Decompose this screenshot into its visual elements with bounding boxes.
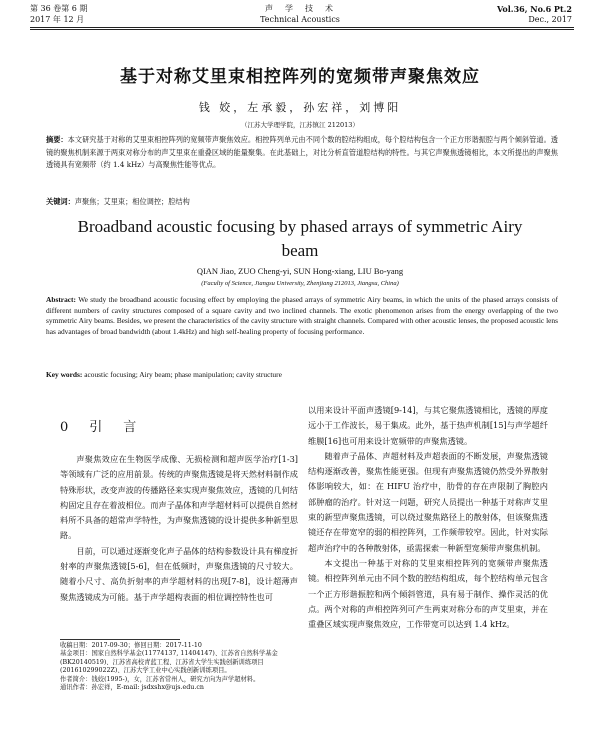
header-volume-en: Vol.36, No.6 Pt.2 [496,4,572,14]
en-keywords-label: Key words: [46,370,83,379]
section-heading: 0 引 言 [60,420,141,435]
cn-keywords-label: 关键词： [46,197,75,206]
en-keywords [46,370,558,380]
paragraph: 目前，可以通过逐渐变化声子晶体的结构参数设计具有梯度折射率的声聚焦透镜[5-6]，但在低频时，声聚焦透镜的尺寸较大。随着小尺寸、高负折射率的声学超材料的出现[7-8]，设计超薄声聚焦透镜成为可能。基于声学超构表面的相位调控特性也可 [60,545,298,602]
paragraph: 以用来设计平面声透镜[9-14]，与其它聚焦透镜相比，透镜的厚度远小于工作波长，易于集成。此外，基于热声机制[15]与声学超纤维膜[16]也可用来设计宽频带的声聚焦透镜。 [308,405,548,446]
header-journal-en: Technical Acoustics [260,15,340,24]
footnote-author: 作者简介：钱姣(1995-)，女，江苏省常州人，研究方向为声学超材料。 [60,675,260,683]
header-journal-cn: 声 学 技 术 [265,4,335,13]
cn-abstract-text: 本文研究基于对称的艾里束相控阵列的宽频带声聚焦效应。相控阵列单元由不同个数的腔结构组成，每个腔结构包含一个正方形谐振腔与两个倾斜管道。透镜的聚焦机制来源于两束对称分布的声艾里束在重叠区域的能量聚集。在此基础上，对比分析直管道腔结构的特性。与其它声聚焦透镜相比，本文所提出的声聚焦透镜具有宽频带（约 1.4 kHz）与高聚焦性能等优点。 [46,135,558,169]
footnote-contact: 通讯作者：孙宏祥，E-mail: jsdxshx@ujs.edu.cn [60,684,204,692]
paragraph: 随着声子晶体、声超材料及声超表面的不断发展，声聚焦透镜结构逐渐改善，聚焦性能更强。但现有声聚焦透镜仍然受外界散射体影响较大，如：在 HIFU 治疗中，肋骨的存在声限制了胸腔内部肿瘤的治疗。针对这一问题，研究人员提出一种基于对称声艾里束的新型声聚焦透镜，可以绕过聚焦路径上的散射体，但该聚焦透镜还存在带宽窄的弱的相控阵列，工作频带较窄。因此，针对实际超声治疗中的各种散射体，亟需探索一种新型宽频带声聚焦机制。 [308,450,548,553]
en-affiliation: (Faculty of Science, Jiangsu University, Zhenjiang 212013, Jiangsu, China) [201,280,399,287]
header-date-en: Dec., 2017 [528,15,572,24]
header-volume: 第 36 卷第 6 期 [30,4,88,13]
en-title: Broadband acoustic focusing by phased arrays of symmetric Airy beam [77,217,523,260]
body-column-left [60,452,298,605]
header-rule [30,27,574,28]
body-column-right [308,403,548,632]
paragraph: 声聚焦效应在生物医学成像、无损检测和超声医学治疗[1-3]等领域有广泛的应用前景。传统的声聚焦透镜是将天然材料制作成特殊形状，改变声波的传播路径来实现声聚焦效应，透镜的几何结构固定且存在着波相位。而声子晶体和声学超材料可以提供自然材料所不具备的超常声学特性，为声聚焦透镜的设计提供多种新型思路。 [60,454,298,541]
cn-abstract-label: 摘要： [46,135,68,144]
footnote-funding: 基金项目：国家自然科学基金(11774137, 11404147)、江苏省自然科学基金(BK20140519)、江苏省高校青蓝工程、江苏省大学生实践创新训练项目(201610299022Z)、江苏大学工业中心实践创新训练项目。 [60,650,278,675]
cn-title: 基于对称艾里束相控阵列的宽频带声聚焦效应 [120,67,480,87]
cn-abstract [46,134,558,172]
footnote-received: 收稿日期：2017-09-30；修回日期：2017-11-10 [60,642,202,649]
header-rule-thin [30,29,574,30]
en-abstract [46,295,558,337]
footnote-rule [60,639,180,640]
footnote [60,642,298,692]
en-abstract-label: Abstract: [46,295,76,304]
paragraph: 本文提出一种基于对称的艾里束相控阵列的宽频带声聚焦透镜。相控阵列单元由不同个数的腔结构组成，每个腔结构单元包含一个正方形谐振腔和两个倾斜管道，具有易于制作、操作灵活的优点。两个对称的声相控阵列可产生两束对称分布的声艾里束，并在重叠区域实现声聚焦效应，工作带宽可以达到 1.4 kHz。 [308,557,548,630]
en-keywords-text: acoustic focusing; Airy beam; phase manipulation; cavity structure [84,370,282,379]
header-date: 2017 年 12 月 [30,15,85,24]
en-authors: QIAN Jiao, ZUO Cheng-yi, SUN Hong-xiang, LIU Bo-yang [196,266,404,276]
cn-authors: 钱 姣，左承毅，孙宏祥，刘博阳 [198,101,402,114]
cn-keywords [46,196,558,207]
cn-affiliation: （江苏大学理学院，江苏镇江 212013） [241,121,359,129]
cn-keywords-text: 声聚焦；艾里束；相位调控；腔结构 [74,197,190,206]
en-abstract-text: We study the broadband acoustic focusing effect by employing the phased arrays of symmetric Airy beams, in which the units of the phased arrays consists of different numbers of cavity structures composed of a square cavity and two inclined channels. The exotic phenomenon arises from the energy overlapping of the two symmetric Airy beams. Besides, we present the characteristics of the cavity structure with straight channels. Compared with other acoustic lenses, the proposed acoustic lens has advantages of broad bandwidth (about 1.4kHz) and high self-healing property of focusing performance. [46,295,558,336]
